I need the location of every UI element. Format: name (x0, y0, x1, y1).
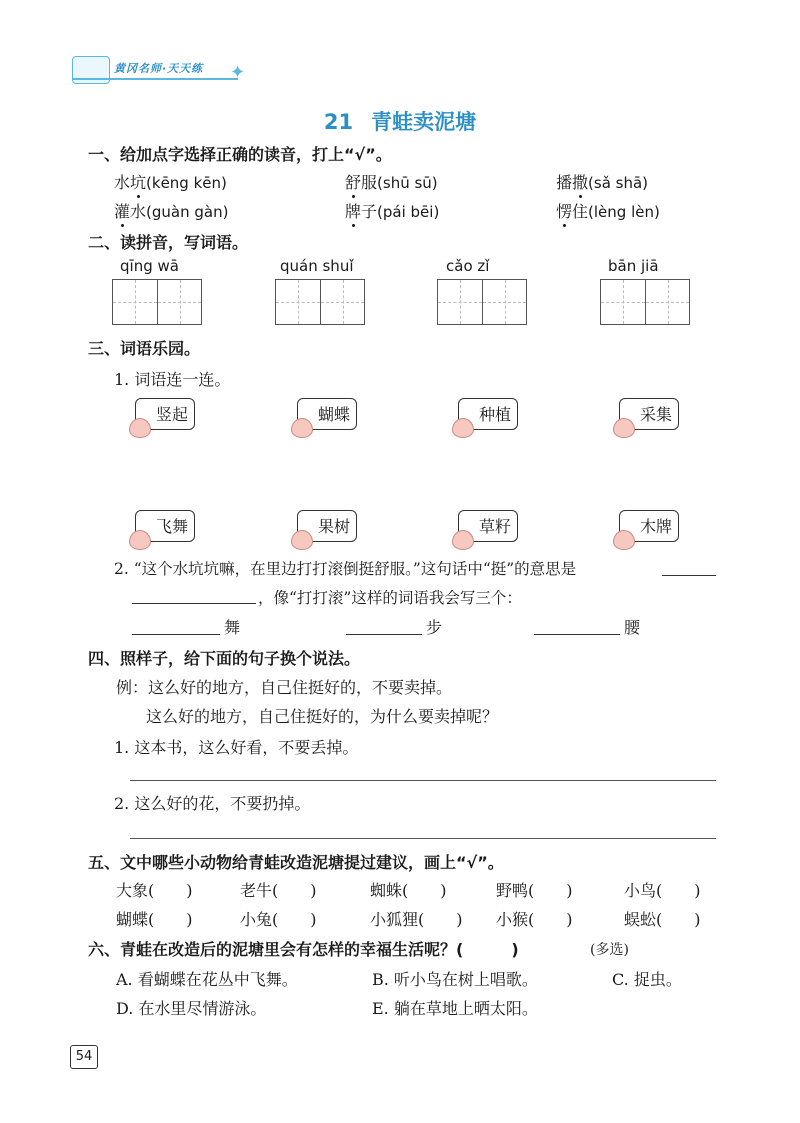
fill-word: 步 (426, 618, 443, 637)
animal-option[interactable]: 蜘蛛( ) (370, 881, 447, 900)
choice-option[interactable]: D. 在水里尽情游泳。 (116, 999, 267, 1018)
animal-option[interactable]: 蝴蝶( ) (116, 910, 193, 929)
pronunciation-item: 水坑(kēng kēn) (114, 173, 227, 192)
choice-option[interactable]: A. 看蝴蝶在花丛中飞舞。 (116, 970, 298, 989)
writing-grid[interactable] (275, 279, 365, 325)
answer-line[interactable] (130, 838, 716, 839)
section1-heading: 一、给加点字选择正确的读音，打上“√”。 (88, 145, 392, 164)
animal-option[interactable]: 小猴( ) (496, 910, 573, 929)
answer-line[interactable] (130, 780, 716, 781)
answer-blank[interactable] (346, 616, 422, 635)
lesson-title: 青蛙卖泥塘 (371, 110, 477, 134)
example-answer: 这么好的地方，自己住挺好的，为什么要卖掉呢？ (146, 707, 499, 726)
answer-blank[interactable] (132, 585, 256, 604)
section2-heading: 二、读拼音，写词语。 (88, 233, 249, 252)
word-card[interactable]: 果树 (297, 510, 357, 542)
section5-heading: 五、文中哪些小动物给青蛙改造泥塘提过建议，画上“√”。 (88, 853, 504, 872)
peach-icon (613, 530, 635, 550)
peach-icon (291, 418, 313, 438)
animal-option[interactable]: 野鸭( ) (496, 881, 573, 900)
choice-option[interactable]: B. 听小鸟在树上唱歌。 (372, 970, 538, 989)
peach-icon (129, 418, 151, 438)
lesson-number: 21 (323, 110, 354, 134)
writing-grid[interactable] (600, 279, 690, 325)
word-card[interactable]: 木牌 (619, 510, 679, 542)
pinyin-label: bān jiā (608, 257, 659, 275)
example-sentence: 例：这么好的地方，自己住挺好的，不要卖掉。 (116, 678, 453, 697)
word-card[interactable]: 种植 (458, 398, 518, 430)
animal-option[interactable]: 老牛( ) (240, 881, 317, 900)
page-number: 54 (70, 1045, 98, 1069)
section6-heading: 六、青蛙在改造后的泥塘里会有怎样的幸福生活呢？( ) (88, 940, 519, 959)
writing-grid[interactable] (437, 279, 527, 325)
pronunciation-item: 播撒(sǎ shā) (556, 173, 649, 192)
pronunciation-item: 愣住(lèng lèn) (556, 202, 660, 221)
answer-blank[interactable] (662, 557, 716, 576)
section4-heading: 四、照样子，给下面的句子换个说法。 (88, 649, 361, 668)
word-card[interactable]: 蝴蝶 (297, 398, 357, 430)
peach-icon (452, 530, 474, 550)
writing-grid[interactable] (112, 279, 202, 325)
section3-sub2-line1: 2. “这个水坑坑嘛，在里边打打滚倒挺舒服。”这句话中“挺”的意思是 (114, 560, 577, 578)
animal-option[interactable]: 蜈蚣( ) (624, 910, 701, 929)
pinyin-label: cǎo zǐ (446, 257, 490, 275)
word-card[interactable]: 采集 (619, 398, 679, 430)
pinyin-label: qīng wā (120, 257, 179, 275)
animal-option[interactable]: 小兔( ) (240, 910, 317, 929)
question-2: 2. 这么好的花，不要扔掉。 (114, 794, 311, 813)
answer-blank[interactable] (534, 616, 620, 635)
animal-option[interactable]: 小狐狸( ) (370, 910, 463, 929)
peach-icon (291, 530, 313, 550)
pronunciation-item: 舒服(shū sū) (345, 173, 438, 192)
multi-select-note: (多选) (590, 942, 629, 958)
page-title (0, 106, 800, 136)
fill-word: 腰 (624, 618, 641, 637)
peach-icon (129, 530, 151, 550)
logo-text: 黄冈名师·天天练 (114, 62, 204, 75)
section3-sub2-line2: ，像“打打滚”这样的词语我会写三个： (258, 589, 522, 607)
choice-option[interactable]: C. 捉虫。 (612, 970, 682, 989)
answer-blank[interactable] (132, 616, 220, 635)
pronunciation-item: 灌水(guàn gàn) (114, 202, 229, 221)
section3-heading: 三、词语乐园。 (88, 339, 201, 358)
pinyin-label: quán shuǐ (280, 257, 354, 275)
word-card[interactable]: 草籽 (458, 510, 518, 542)
section3-sub1: 1. 词语连一连。 (114, 370, 231, 389)
pronunciation-item: 牌子(pái bēi) (345, 202, 440, 221)
header-divider (72, 78, 238, 80)
peach-icon (452, 418, 474, 438)
animal-option[interactable]: 小鸟( ) (624, 881, 701, 900)
fill-word: 舞 (224, 618, 241, 637)
animal-option[interactable]: 大象( ) (116, 881, 193, 900)
word-card[interactable]: 竖起 (135, 398, 195, 430)
question-1: 1. 这本书，这么好看，不要丢掉。 (114, 738, 359, 757)
word-card[interactable]: 飞舞 (135, 510, 195, 542)
choice-option[interactable]: E. 躺在草地上晒太阳。 (372, 999, 538, 1018)
peach-icon (613, 418, 635, 438)
star-icon: ✦ (230, 62, 246, 83)
